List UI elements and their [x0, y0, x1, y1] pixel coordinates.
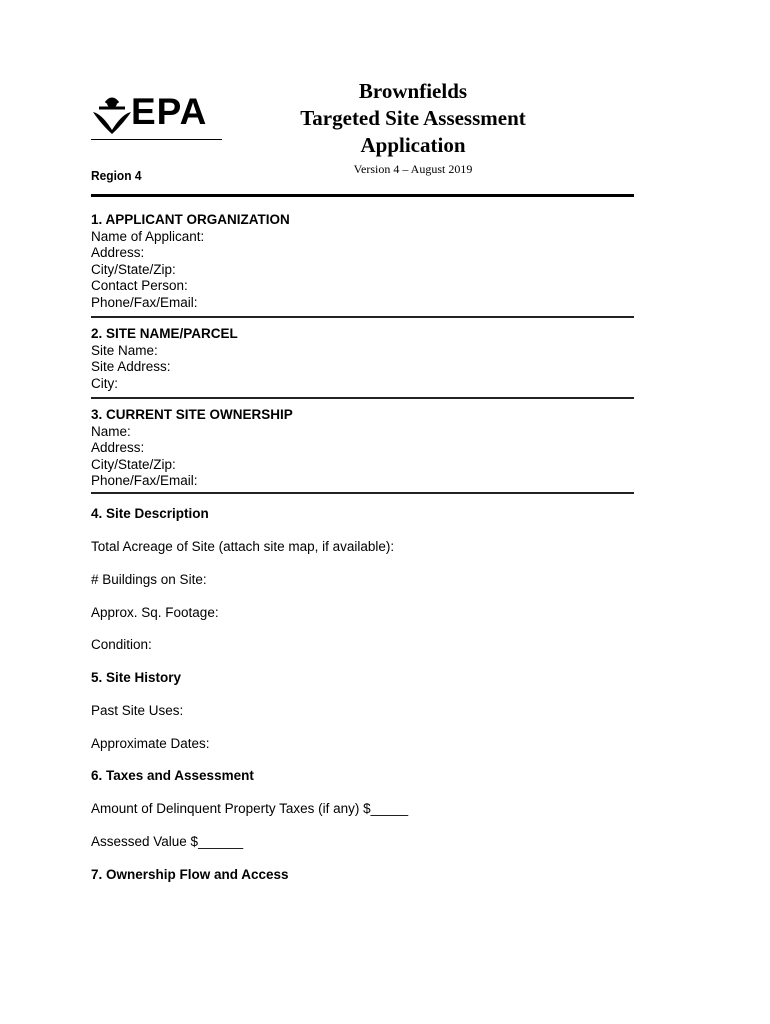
section-heading-site-history: 5. Site History	[91, 670, 182, 685]
document-title	[270, 78, 556, 176]
field-label: City/State/Zip:	[91, 261, 176, 277]
version-text: Version 4 – August 2019	[353, 162, 473, 176]
section-divider	[91, 316, 634, 318]
field-label: Name:	[91, 423, 131, 439]
section-divider	[91, 492, 634, 494]
section-applicant-organization	[91, 212, 290, 311]
field-label-past-site-uses: Past Site Uses:	[91, 703, 184, 718]
epa-logo	[91, 91, 223, 142]
field-label: Contact Person:	[91, 278, 188, 293]
title-line-3: Application	[360, 133, 466, 157]
field-label: Name of Applicant:	[91, 228, 205, 244]
header-divider	[91, 194, 634, 197]
title-line-1: Brownfields	[358, 79, 468, 103]
section-site-name-parcel	[91, 326, 238, 392]
epa-flower-icon	[91, 94, 131, 136]
field-label-assessed-value: Assessed Value $______	[91, 834, 244, 849]
section-heading-site-description: 4. Site Description	[91, 506, 209, 521]
region-label: Region 4	[91, 168, 142, 183]
section-current-site-ownership	[91, 407, 293, 490]
field-label-condition: Condition:	[91, 637, 152, 652]
field-label-sq-footage: Approx. Sq. Footage:	[91, 605, 219, 620]
section-heading: 2. SITE NAME/PARCEL	[91, 326, 238, 341]
field-label: Site Name:	[91, 342, 158, 358]
field-label: Address:	[91, 245, 145, 260]
field-label-approximate-dates: Approximate Dates:	[91, 736, 210, 751]
section-heading: 1. APPLICANT ORGANIZATION	[91, 212, 290, 227]
section-heading-ownership-flow: 7. Ownership Flow and Access	[91, 867, 289, 882]
field-label: City:	[91, 375, 118, 391]
logo-text: EPA	[131, 91, 208, 132]
field-label: Site Address:	[91, 359, 171, 374]
field-label-total-acreage: Total Acreage of Site (attach site map, if available):	[91, 539, 395, 554]
title-line-2: Targeted Site Assessment	[300, 106, 526, 130]
field-label-delinquent-taxes: Amount of Delinquent Property Taxes (if any) $_____	[91, 801, 409, 816]
field-label-buildings: # Buildings on Site:	[91, 572, 207, 587]
section-divider	[91, 397, 634, 399]
logo-underline	[91, 139, 222, 140]
section-heading: 3. CURRENT SITE OWNERSHIP	[91, 407, 293, 422]
field-label: City/State/Zip:	[91, 456, 176, 472]
field-label: Phone/Fax/Email:	[91, 294, 198, 310]
section-heading-taxes-assessment: 6. Taxes and Assessment	[91, 768, 254, 783]
field-label: Address:	[91, 440, 145, 455]
field-label: Phone/Fax/Email:	[91, 473, 198, 488]
